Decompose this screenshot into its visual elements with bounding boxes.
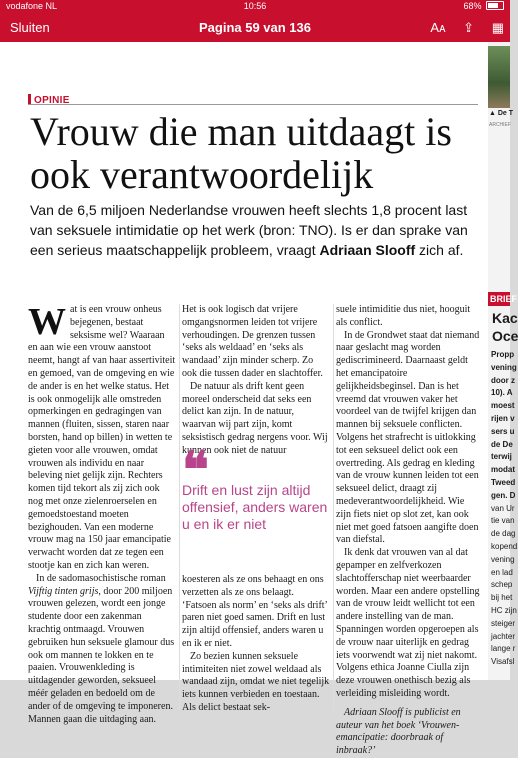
brief-text-line: kopend [491,542,518,551]
article-headline: Vrouw die man uitdaagt is ook verantwoordelijk [30,109,452,197]
battery-icon [486,1,504,10]
brief-text-line: 10). A [491,388,513,398]
brief-text-line: modat [491,465,515,475]
next-page-preview[interactable] [488,42,518,680]
article-intro: Van de 6,5 miljoen Nederlandse vrouwen heeft slechts 1,8 procent last van seksuele intimidatie op het werk (bron: TNO). Is er dan sprake van een serieus maatschappelijk probleem, vraagt Adriaan Slooff zich af. [30,202,468,258]
brief-text-line: de dag [491,529,516,539]
battery-indicator [463,1,504,11]
close-button[interactable]: Sluiten [10,20,50,35]
brief-text-line: lange r [491,644,516,654]
photo-credit: ARCHIEF [489,122,511,128]
brief-text-line: terwij [491,452,512,462]
clock: 10:56 [243,1,267,11]
quote-mark-icon: ❝ [182,442,209,498]
brief-text-line: schep [491,580,513,590]
reader-toolbar [0,14,510,42]
paragraph: koesteren als ze ons behaagt en ons verzetten als ze ons belaagt. ‘Fatsoen als norm’ en ‘seks als drift’ paren niet goed samen. Drift en lust zijn altijd offensief, anders waren u en ik er niet. [182,574,328,649]
pull-quote [182,442,330,533]
photo-caption: ▲ De T [489,110,514,117]
brief-text-line: en lad [491,567,513,577]
paragraph: suele intimiditie dus niet, hooguit als conflict. [336,304,471,328]
brief-text-line: van Ur [491,503,515,513]
section-marker [28,94,31,104]
brief-text-line: HC zijn [491,606,517,615]
preview-photo [488,46,510,108]
section-divider [28,104,478,105]
author-bio: Adriaan Slooff is publicist en auteur van het boek ‘Vrouwen-emancipatie: doorbraak of inbraak?’ [336,706,461,757]
brief-text-line: vening [491,554,515,564]
brief-text-line: de De [491,439,513,449]
column-divider [179,304,180,709]
paragraph: In de Grondwet staat dat niemand naar geslacht mag worden gediscrimineerd. Daarnaast geldt het emancipatoire gelijkheidsbeginsel. Dan is het vreemd dat vrouwen vaker het voordeel van de twijfel krijgen dan mannen bij seksuele conflicten. Volgens het strafrecht is uitlokking tot een seksueel delict ook een overtreding. Als gedrag en kleding van de vrouw kunnen leiden tot een seksueel delict, draagt zij medeverantwoordelijkheid. Wie zijn fiets niet op slot zet, kan ook niet met goed fatsoen aangifte doen van diefstal. [336,329,480,546]
pull-quote-text: Drift en lust zijn altijd offensief, anders waren u en ik er niet [182,482,328,532]
carrier-label: vodafone NL [6,1,58,11]
brief-text-line: Tweed [491,478,516,487]
brief-text-line: vening [491,362,517,372]
share-icon[interactable]: ⇪ [463,20,475,35]
brief-text-line: rijen v [491,414,515,423]
section-label: OPINIE [28,90,70,108]
brief-text-line: steiger [491,618,516,628]
brief-text-line: jachter [491,631,516,641]
brief-headline-line: Oce [492,328,518,344]
column-divider [333,304,334,709]
brief-headline-line: Kac [492,310,518,326]
brief-text-line: Visafsl [491,657,515,667]
author-name: Adriaan Slooff [319,242,416,258]
article-column-2-continued [182,574,330,715]
article-column-2 [182,304,330,458]
brief-text-line: gen. D [491,490,516,500]
text-size-icon[interactable]: Aᴀ [430,20,446,35]
brief-text-line: tie van [491,516,515,526]
paragraph: In de sadomasochistische roman Vijftig tinten grijs, door 200 miljoen vrouwen gelezen, wordt een jonge studente door een zakenman krachtig ontmaagd. Vrouwen gebruiken hun seksuele glamour dus ook om mannen te lokken en te paaien. Vrouwenkleding is uitdagender geworden, seksueel méér geladen en bedoeld om de ander of de omgeving te imponeren. Mannen gaan die uitdaging aan. [28,572,175,725]
article-column-1 [28,301,176,726]
newspaper-page[interactable] [0,42,488,757]
paragraph: Ik denk dat vrouwen van al dat gepamper en zelfverkozen slachtofferschap niet weerbaarder worden. Maar een andere opstelling van de vrouw leidt wellicht tot een andere instelling van de man. Spanningen worden opgeroepen als de vrouw naar uiterlijk en gedrag iets voorwendt wat zij niet nakomt. Volgens ethica Joanne Ciulla zijn deze vrouwen onethisch bezig als verleiding misleiding wordt. [336,547,480,699]
brief-text-line: Propp [491,350,515,359]
brief-text-line: door z [491,375,515,385]
status-bar [0,0,510,14]
paragraph: Zo bezien kunnen seksuele intimiteiten niet zowel weldaad als wandaad zijn, omdat we niet tegelijk iets kunnen verbieden en toestaan. Als delict bestaat sek- [182,650,330,713]
brief-text-line: bij het [491,593,513,603]
paragraph: Wat is een vrouw onheus bejegenen, bestaat seksisme wel? Waaraan en aan wie een vrouw aanstoot neemt, hangt af van haar assertiviteit en gemoed, van de omgeving en wie de ander is en het welke status. Het is ook onmogelijk alle omstreden opmerkingen en gedragingen van mannen (fluiten, sissen, staren naar borsten, hand op billen) in wetten te gieten voor alle vrouwen, omdat vrouwen als individu en naar beleving niet gelijk zijn. Rechters komen tijd tekort als zij zich ook nog met onze zielenroerselen en gemoedstoestand moeten bezighouden. Van een moderne vrouw mag na 150 jaar emancipatie verwacht worden dat ze tegen een stootje kan en zich kan weren. [28,301,176,571]
article-column-3 [336,304,481,758]
brief-text-line: sers u [491,426,515,436]
drop-cap: W [28,301,66,343]
brief-label: BRIEF [490,294,517,304]
page-indicator: Pagina 59 van 136 [198,20,311,35]
paragraph: De natuur als drift kent geen moreel onderscheid dat seks een delict kan zijn. In de natuur, waarvan wij part zijn, komt seksistisch gedrag nergens voor. Wij kunnen ook niet de natuur [182,380,328,456]
paragraph: Het is ook logisch dat vrijere omgangsnormen leiden tot vrijere verhoudingen. De grenzen tussen ‘seks als weldaad’ en ‘seks als wandaad’ zijn minder scherp. Zo ook die tussen dader en slachtoffer. [182,304,323,379]
grid-icon[interactable]: ▦ [491,20,504,35]
battery-percent: 68% [463,1,482,11]
brief-text-line: moest [491,401,515,411]
